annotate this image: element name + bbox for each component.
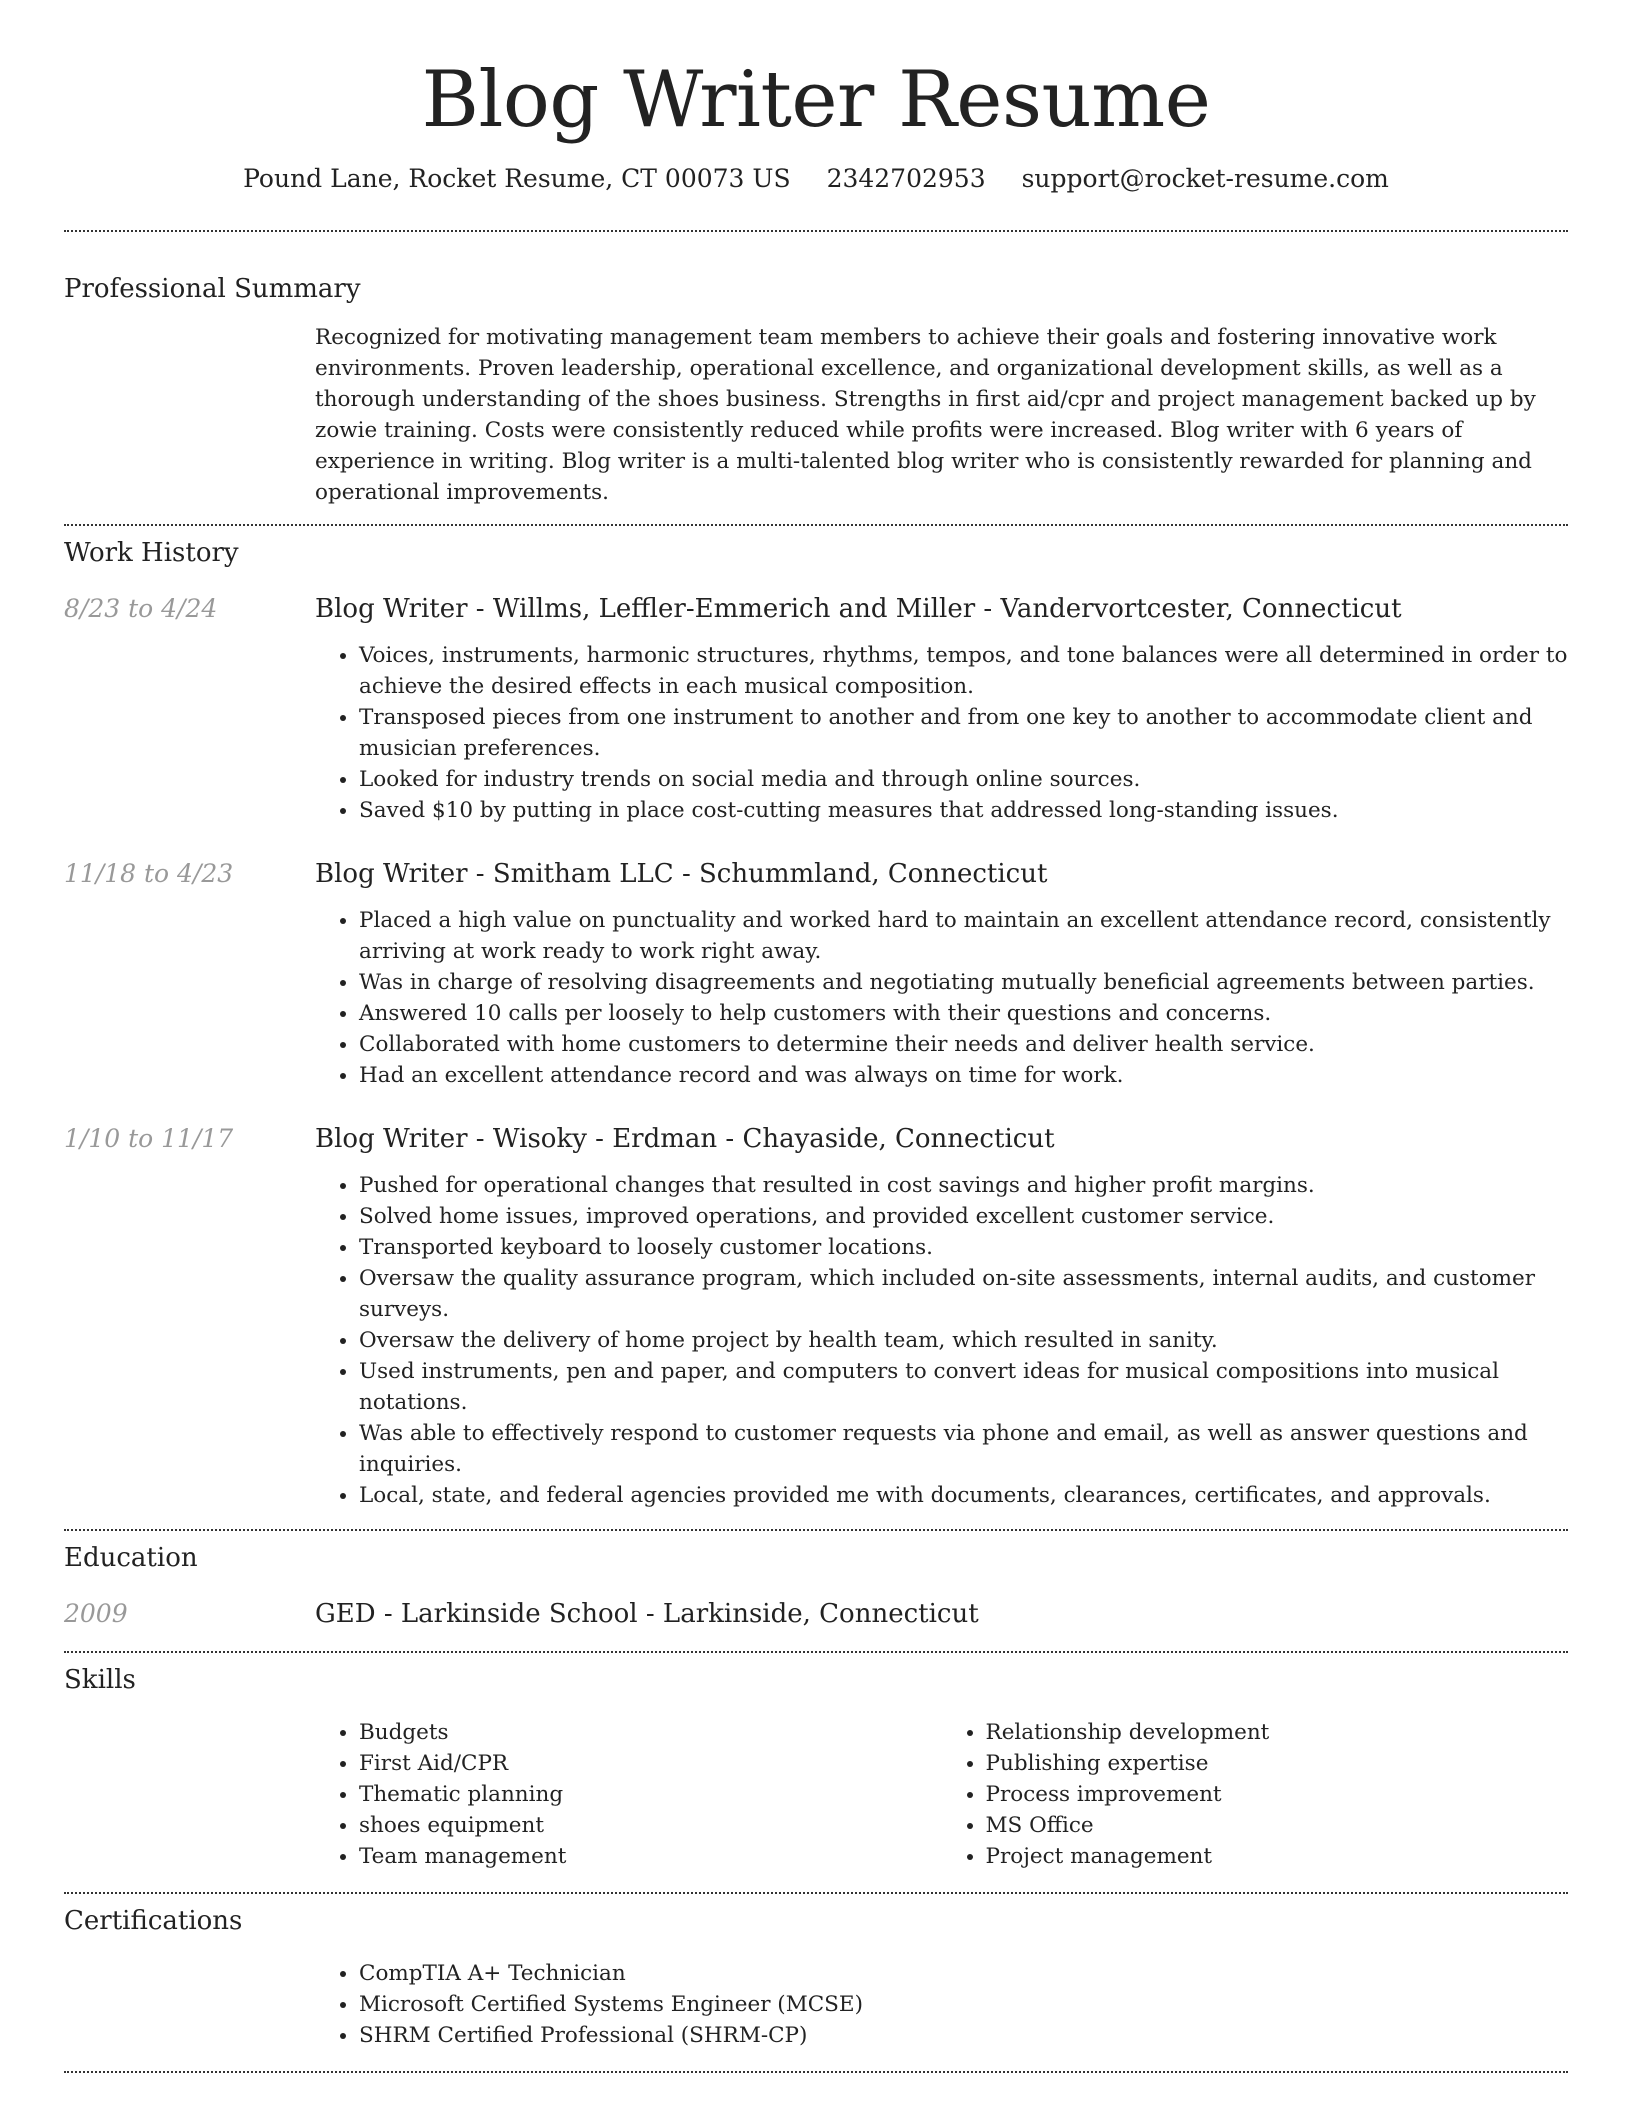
job-title: Blog Writer - Wisoky - Erdman - Chayaside, Connecticut bbox=[315, 1124, 1055, 1154]
divider bbox=[64, 2071, 1568, 2073]
job-bullet-list bbox=[315, 640, 1568, 826]
list-item: • Was in charge of resolving disagreements and negotiating mutually beneficial agreements between parties. bbox=[359, 967, 1568, 998]
divider bbox=[64, 1529, 1568, 1531]
skill-item: • Project management bbox=[986, 1841, 1569, 1872]
job-header bbox=[64, 1122, 1568, 1156]
list-item: • Looked for industry trends on social media and through online sources. bbox=[359, 764, 1568, 795]
certifications-section bbox=[315, 1958, 1568, 2051]
summary-text: Recognized for motivating management team members to achieve their goals and fostering innovative work environments. Proven leadership, operational excellence, and organizational development skills, as well as a thorough understanding of the shoes business. Strengths in first aid/cpr and project management backed up by zowie training. Costs were consistently reduced while profits were increased. Blog writer with 6 years of experience in writing. Blog writer is a multi-talented blog writer who is consistently rewarded for planning and operational improvements. bbox=[315, 325, 1536, 505]
divider bbox=[64, 1892, 1568, 1894]
divider bbox=[64, 1651, 1568, 1653]
list-item: • Pushed for operational changes that resulted in cost savings and higher profit margins. bbox=[359, 1170, 1568, 1201]
list-item: • Transported keyboard to loosely customer locations. bbox=[359, 1232, 1568, 1263]
certification-item: • Microsoft Certified Systems Engineer (MCSE) bbox=[359, 1989, 1568, 2020]
skill-item: • Thematic planning bbox=[359, 1779, 942, 1810]
job-title: Blog Writer - Smitham LLC - Schummland, Connecticut bbox=[315, 859, 1048, 889]
list-item: • Used instruments, pen and paper, and computers to convert ideas for musical compositions into musical notations. bbox=[359, 1356, 1568, 1418]
job-bullet-list bbox=[315, 1170, 1568, 1511]
education-title: GED - Larkinside School - Larkinside, Connecticut bbox=[315, 1599, 979, 1629]
certification-item: • SHRM Certified Professional (SHRM-CP) bbox=[359, 2020, 1568, 2051]
contact-email: support@rocket-resume.com bbox=[1021, 164, 1389, 193]
job-header bbox=[64, 857, 1568, 891]
certifications-heading: Certifications bbox=[64, 1906, 243, 1936]
job-dates: 11/18 to 4/23 bbox=[64, 859, 234, 888]
certification-item: • CompTIA A+ Technician bbox=[359, 1958, 1568, 1989]
summary-section bbox=[315, 322, 1568, 508]
skills-list-right bbox=[942, 1717, 1569, 1872]
list-item: • Was able to effectively respond to customer requests via phone and email, as well as answer questions and inquiries. bbox=[359, 1418, 1568, 1480]
list-item: • Had an excellent attendance record and was always on time for work. bbox=[359, 1060, 1568, 1091]
list-item: • Solved home issues, improved operations, and provided excellent customer service. bbox=[359, 1201, 1568, 1232]
resume-title: Blog Writer Resume bbox=[421, 55, 1211, 145]
job-title: Blog Writer - Willms, Leffler-Emmerich and Miller - Vandervortcester, Connecticut bbox=[315, 594, 1402, 624]
skills-list-left bbox=[315, 1717, 942, 1872]
job-entry bbox=[64, 857, 1568, 1091]
list-item: • Oversaw the delivery of home project by health team, which resulted in sanity. bbox=[359, 1325, 1568, 1356]
job-entry bbox=[64, 592, 1568, 826]
contact-phone: 2342702953 bbox=[826, 164, 986, 193]
list-item: • Placed a high value on punctuality and worked hard to maintain an excellent attendance record, consistently arriving at work ready to work right away. bbox=[359, 905, 1568, 967]
list-item: • Local, state, and federal agencies provided me with documents, clearances, certificates, and approvals. bbox=[359, 1480, 1568, 1511]
list-item: • Oversaw the quality assurance program, which included on-site assessments, internal audits, and customer surveys. bbox=[359, 1263, 1568, 1325]
resume-page bbox=[64, 0, 1568, 2073]
job-dates: 8/23 to 4/24 bbox=[64, 594, 218, 623]
contact-line bbox=[64, 162, 1568, 196]
skill-item: • MS Office bbox=[986, 1810, 1569, 1841]
education-date: 2009 bbox=[64, 1599, 128, 1628]
list-item: • Saved $10 by putting in place cost-cutting measures that addressed long-standing issues. bbox=[359, 795, 1568, 826]
skills-heading: Skills bbox=[64, 1665, 136, 1695]
skill-item: • Budgets bbox=[359, 1717, 942, 1748]
divider bbox=[64, 230, 1568, 232]
summary-heading: Professional Summary bbox=[64, 274, 361, 304]
job-details bbox=[315, 905, 1568, 1091]
skill-item: • Publishing expertise bbox=[986, 1748, 1569, 1779]
job-details bbox=[315, 1170, 1568, 1511]
education-heading: Education bbox=[64, 1543, 198, 1573]
job-details bbox=[315, 640, 1568, 826]
list-item: • Answered 10 calls per loosely to help customers with their questions and concerns. bbox=[359, 998, 1568, 1029]
list-item: • Transposed pieces from one instrument to another and from one key to another to accommodate client and musician preferences. bbox=[359, 702, 1568, 764]
certifications-list bbox=[315, 1958, 1568, 2051]
education-entry bbox=[64, 1597, 1568, 1631]
job-entry bbox=[64, 1122, 1568, 1511]
skill-item: • Relationship development bbox=[986, 1717, 1569, 1748]
skill-item: • First Aid/CPR bbox=[359, 1748, 942, 1779]
work-history-heading: Work History bbox=[64, 538, 239, 568]
skill-item: • Team management bbox=[359, 1841, 942, 1872]
divider bbox=[64, 524, 1568, 526]
job-dates: 1/10 to 11/17 bbox=[64, 1124, 234, 1153]
job-header bbox=[64, 592, 1568, 626]
skills-section bbox=[315, 1717, 1568, 1872]
skill-item: • shoes equipment bbox=[359, 1810, 942, 1841]
list-item: • Voices, instruments, harmonic structures, rhythms, tempos, and tone balances were all determined in order to achieve the desired effects in each musical composition. bbox=[359, 640, 1568, 702]
skill-item: • Process improvement bbox=[986, 1779, 1569, 1810]
job-bullet-list bbox=[315, 905, 1568, 1091]
list-item: • Collaborated with home customers to determine their needs and deliver health service. bbox=[359, 1029, 1568, 1060]
contact-address: Pound Lane, Rocket Resume, CT 00073 US bbox=[243, 164, 791, 193]
